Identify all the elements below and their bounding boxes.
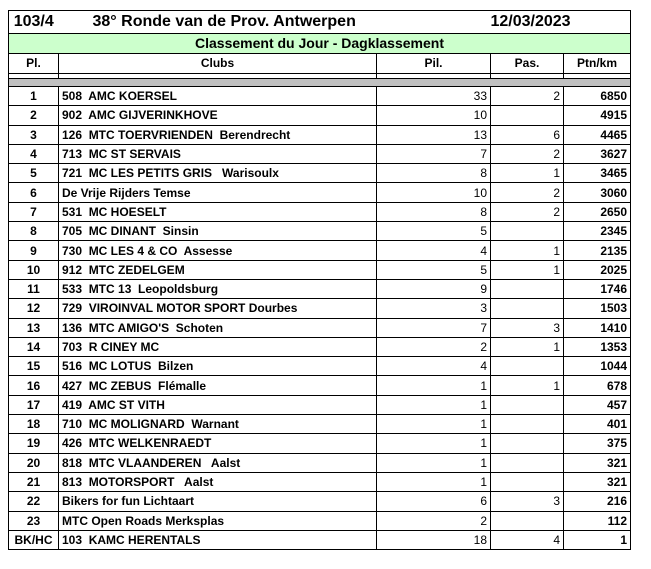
pilots-cell: 13	[377, 125, 491, 144]
col-header-pas: Pas.	[491, 54, 564, 74]
pilots-cell: 1	[377, 434, 491, 453]
points-cell: 2345	[564, 222, 631, 241]
pilots-cell: 1	[377, 415, 491, 434]
club-cell: 703 R CINEY MC	[59, 337, 377, 356]
pilots-cell: 4	[377, 241, 491, 260]
pilots-cell: 8	[377, 202, 491, 221]
table-row	[9, 453, 631, 472]
pilots-cell: 1	[377, 395, 491, 414]
rank-cell: 4	[9, 144, 59, 163]
passengers-cell: 3	[491, 492, 564, 511]
table-row	[9, 125, 631, 144]
passengers-cell	[491, 106, 564, 125]
rank-cell: 11	[9, 279, 59, 298]
table-row	[9, 279, 631, 298]
pilots-cell: 5	[377, 260, 491, 279]
pilots-cell: 10	[377, 106, 491, 125]
points-cell: 375	[564, 434, 631, 453]
table-row	[9, 222, 631, 241]
pilots-cell: 1	[377, 376, 491, 395]
rank-cell: 3	[9, 125, 59, 144]
event-title: 38° Ronde van de Prov. Antwerpen	[59, 11, 491, 34]
club-cell: 427 MC ZEBUS Flémalle	[59, 376, 377, 395]
table-row	[9, 415, 631, 434]
table-row	[9, 395, 631, 414]
points-cell: 2025	[564, 260, 631, 279]
passengers-cell: 2	[491, 144, 564, 163]
passengers-cell: 2	[491, 87, 564, 106]
pilots-cell: 6	[377, 492, 491, 511]
club-cell: 902 AMC GIJVERINKHOVE	[59, 106, 377, 125]
passengers-cell: 3	[491, 318, 564, 337]
club-cell: 136 MTC AMIGO'S Schoten	[59, 318, 377, 337]
pilots-cell: 1	[377, 472, 491, 491]
pilots-cell: 33	[377, 87, 491, 106]
passengers-cell	[491, 434, 564, 453]
table-row	[9, 183, 631, 202]
points-cell: 3060	[564, 183, 631, 202]
points-cell: 678	[564, 376, 631, 395]
pilots-cell: 7	[377, 318, 491, 337]
points-cell: 3627	[564, 144, 631, 163]
club-cell: 813 MOTORSPORT Aalst	[59, 472, 377, 491]
points-cell: 3465	[564, 164, 631, 183]
table-row	[9, 530, 631, 549]
passengers-cell: 2	[491, 202, 564, 221]
rank-cell: 2	[9, 106, 59, 125]
table-row	[9, 241, 631, 260]
rank-cell: 1	[9, 87, 59, 106]
rank-cell: 23	[9, 511, 59, 530]
passengers-cell: 1	[491, 260, 564, 279]
rank-cell: 6	[9, 183, 59, 202]
points-cell: 6850	[564, 87, 631, 106]
club-cell: 729 VIROINVAL MOTOR SPORT Dourbes	[59, 299, 377, 318]
club-cell: 730 MC LES 4 & CO Assesse	[59, 241, 377, 260]
points-cell: 112	[564, 511, 631, 530]
rank-cell: 7	[9, 202, 59, 221]
classification-sheet	[8, 10, 630, 550]
col-header-ptn: Ptn/km	[564, 54, 631, 74]
rank-cell: 18	[9, 415, 59, 434]
club-cell: 419 AMC ST VITH	[59, 395, 377, 414]
club-cell: 713 MC ST SERVAIS	[59, 144, 377, 163]
points-cell: 2650	[564, 202, 631, 221]
rank-cell: 10	[9, 260, 59, 279]
club-cell: Bikers for fun Lichtaart	[59, 492, 377, 511]
pilots-cell: 7	[377, 144, 491, 163]
club-cell: 721 MC LES PETITS GRIS Warisoulx	[59, 164, 377, 183]
passengers-cell	[491, 299, 564, 318]
passengers-cell: 6	[491, 125, 564, 144]
club-cell: 531 MC HOESELT	[59, 202, 377, 221]
points-cell: 1746	[564, 279, 631, 298]
table-row	[9, 164, 631, 183]
table-row	[9, 144, 631, 163]
rank-cell: 17	[9, 395, 59, 414]
pilots-cell: 2	[377, 511, 491, 530]
passengers-cell	[491, 511, 564, 530]
rank-cell: 21	[9, 472, 59, 491]
passengers-cell: 1	[491, 337, 564, 356]
points-cell: 1	[564, 530, 631, 549]
event-code: 103/4	[9, 11, 59, 34]
table-row	[9, 434, 631, 453]
pilots-cell: 2	[377, 337, 491, 356]
separator-row	[9, 79, 631, 87]
club-cell: 533 MTC 13 Leopoldsburg	[59, 279, 377, 298]
classification-table	[8, 10, 631, 550]
passengers-cell: 1	[491, 241, 564, 260]
passengers-cell	[491, 395, 564, 414]
table-row	[9, 299, 631, 318]
table-row	[9, 318, 631, 337]
pilots-cell: 3	[377, 299, 491, 318]
rank-cell: 16	[9, 376, 59, 395]
col-header-pil: Pil.	[377, 54, 491, 74]
club-cell: 103 KAMC HERENTALS	[59, 530, 377, 549]
points-cell: 4915	[564, 106, 631, 125]
rank-cell: 5	[9, 164, 59, 183]
table-row	[9, 511, 631, 530]
table-row	[9, 106, 631, 125]
table-row	[9, 260, 631, 279]
passengers-cell	[491, 279, 564, 298]
points-cell: 1353	[564, 337, 631, 356]
table-row	[9, 337, 631, 356]
passengers-cell: 2	[491, 183, 564, 202]
passengers-cell	[491, 415, 564, 434]
points-cell: 321	[564, 453, 631, 472]
passengers-cell: 1	[491, 164, 564, 183]
rank-cell: 20	[9, 453, 59, 472]
rank-cell: 13	[9, 318, 59, 337]
passengers-cell	[491, 222, 564, 241]
pilots-cell: 9	[377, 279, 491, 298]
points-cell: 4465	[564, 125, 631, 144]
subtitle-row	[9, 34, 631, 54]
pilots-cell: 4	[377, 357, 491, 376]
points-cell: 216	[564, 492, 631, 511]
rank-cell: 12	[9, 299, 59, 318]
rank-cell: BK/HC	[9, 530, 59, 549]
rank-cell: 15	[9, 357, 59, 376]
passengers-cell	[491, 453, 564, 472]
table-row	[9, 472, 631, 491]
club-cell: MTC Open Roads Merksplas	[59, 511, 377, 530]
table-row	[9, 87, 631, 106]
table-row	[9, 202, 631, 221]
col-header-pl: Pl.	[9, 54, 59, 74]
points-cell: 457	[564, 395, 631, 414]
title-row	[9, 11, 631, 34]
pilots-cell: 18	[377, 530, 491, 549]
club-cell: 710 MC MOLIGNARD Warnant	[59, 415, 377, 434]
points-cell: 401	[564, 415, 631, 434]
club-cell: 426 MTC WELKENRAEDT	[59, 434, 377, 453]
rank-cell: 9	[9, 241, 59, 260]
column-header-row	[9, 54, 631, 74]
club-cell: 912 MTC ZEDELGEM	[59, 260, 377, 279]
points-cell: 1410	[564, 318, 631, 337]
points-cell: 1044	[564, 357, 631, 376]
table-row	[9, 357, 631, 376]
table-row	[9, 376, 631, 395]
passengers-cell: 4	[491, 530, 564, 549]
rank-cell: 8	[9, 222, 59, 241]
club-cell: De Vrije Rijders Temse	[59, 183, 377, 202]
rank-cell: 22	[9, 492, 59, 511]
club-cell: 126 MTC TOERVRIENDEN Berendrecht	[59, 125, 377, 144]
club-cell: 516 MC LOTUS Bilzen	[59, 357, 377, 376]
club-cell: 705 MC DINANT Sinsin	[59, 222, 377, 241]
club-cell: 508 AMC KOERSEL	[59, 87, 377, 106]
subtitle: Classement du Jour - Dagklassement	[9, 34, 631, 54]
pilots-cell: 8	[377, 164, 491, 183]
passengers-cell	[491, 357, 564, 376]
rank-cell: 19	[9, 434, 59, 453]
table-row	[9, 492, 631, 511]
passengers-cell: 1	[491, 376, 564, 395]
club-cell: 818 MTC VLAANDEREN Aalst	[59, 453, 377, 472]
pilots-cell: 5	[377, 222, 491, 241]
points-cell: 321	[564, 472, 631, 491]
passengers-cell	[491, 472, 564, 491]
points-cell: 1503	[564, 299, 631, 318]
event-date: 12/03/2023	[491, 11, 631, 34]
pilots-cell: 1	[377, 453, 491, 472]
points-cell: 2135	[564, 241, 631, 260]
pilots-cell: 10	[377, 183, 491, 202]
col-header-clubs: Clubs	[59, 54, 377, 74]
rank-cell: 14	[9, 337, 59, 356]
